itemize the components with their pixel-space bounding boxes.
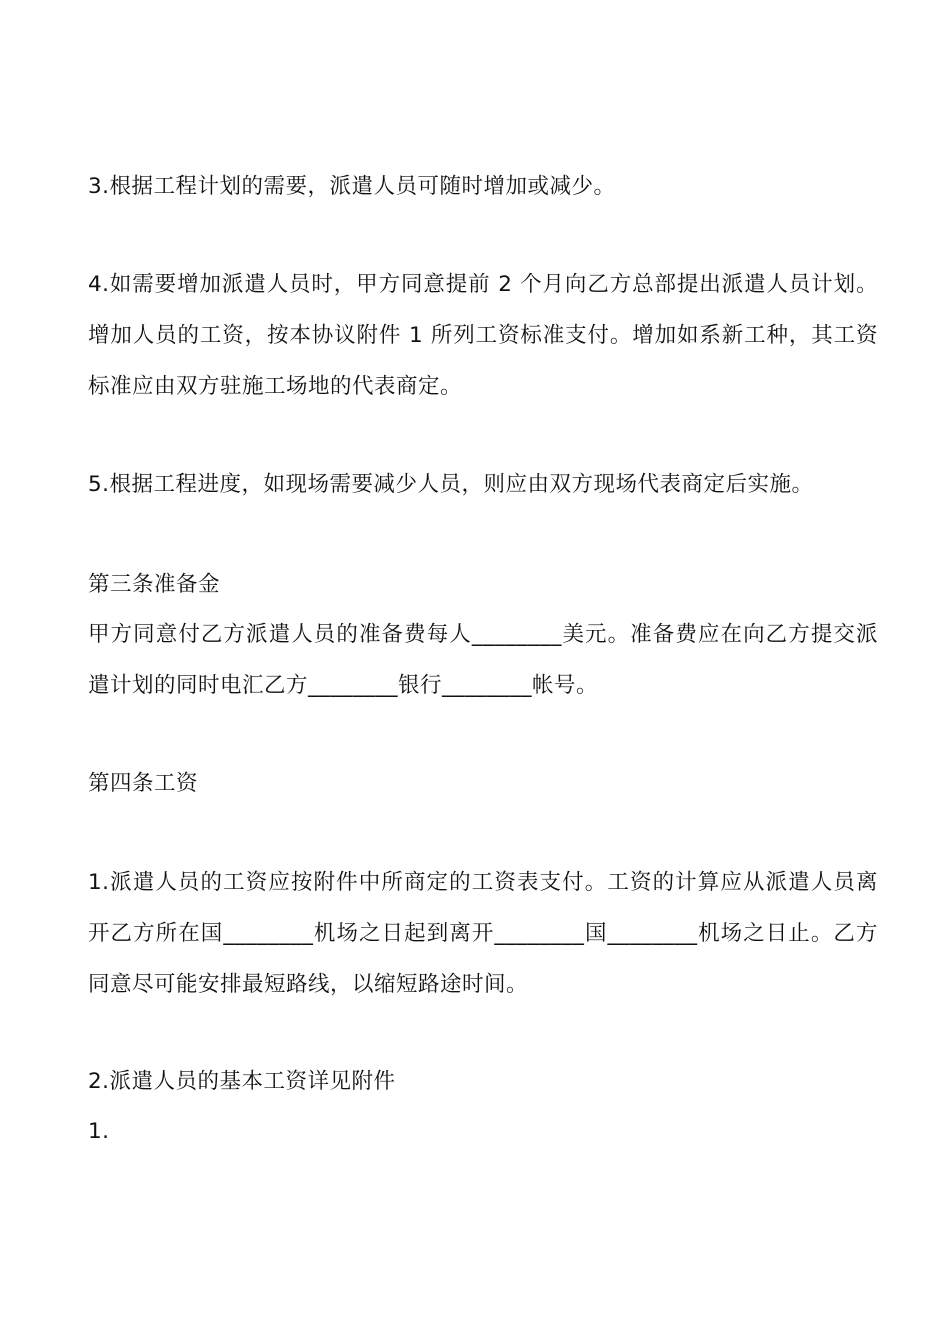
clause-4-paragraph: 4.如需要增加派遣人员时，甲方同意提前 2 个月向乙方总部提出派遣人员计划。增加人员的工资，按本协议附件 1 所列工资标准支付。增加如系新工种，其工资标准应由双方驻施工场地的代表商定。: [88, 272, 878, 399]
clause-3-paragraph: 3.根据工程计划的需要，派遣人员可随时增加或减少。: [88, 174, 616, 199]
article-3-body: 甲方同意付乙方派遣人员的准备费每人________美元。准备费应在向乙方提交派遣计划的同时电汇乙方________银行________帐号。: [88, 622, 878, 698]
article-3-title: 第三条准备金: [88, 572, 221, 597]
clause-5-paragraph: 5.根据工程进度，如现场需要减少人员，则应由双方现场代表商定后实施。: [88, 472, 814, 497]
article-4-clause-1: 1.派遣人员的工资应按附件中所商定的工资表支付。工资的计算应从派遣人员离开乙方所在国________机场之日起到离开________国________机场之日止。乙方同意尽可能安排最短路线，以缩短路途时间。: [88, 870, 878, 997]
article-4-title: 第四条工资: [88, 771, 199, 796]
article-4-clause-2-continued: 1.: [88, 1119, 110, 1144]
article-4-clause-2: 2.派遣人员的基本工资详见附件: [88, 1069, 396, 1094]
